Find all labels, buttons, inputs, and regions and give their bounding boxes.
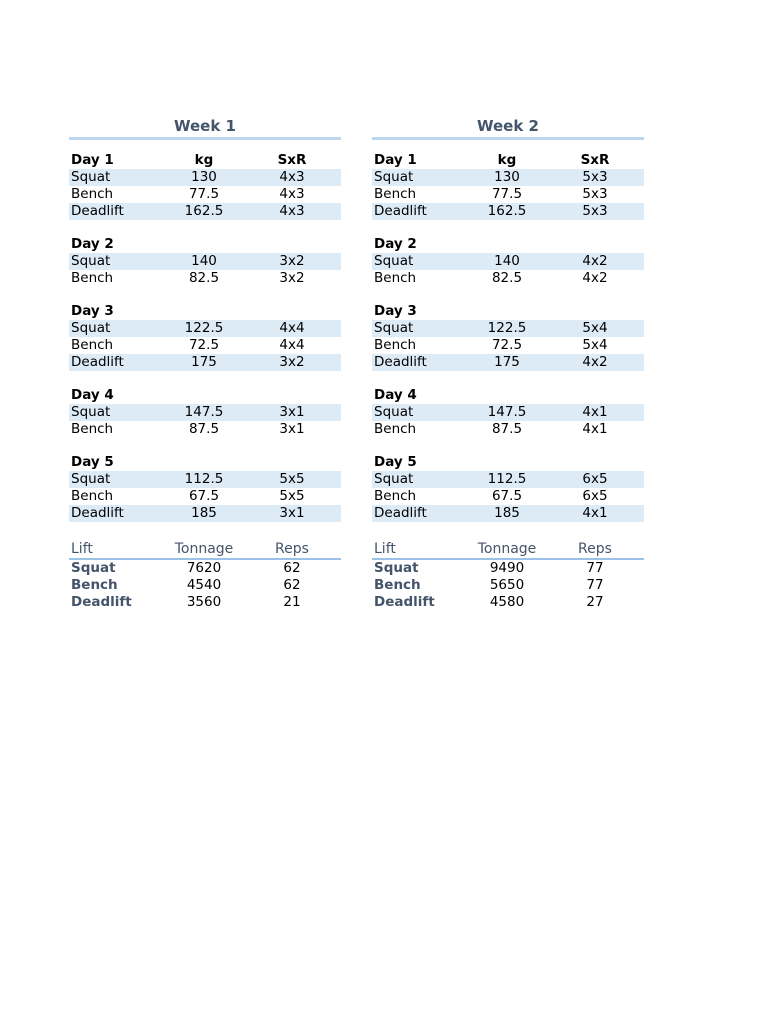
lift-row bbox=[69, 404, 341, 421]
lift-sxr: 5x3 bbox=[582, 203, 608, 219]
lift-kg: 140 bbox=[191, 253, 217, 269]
summary-reps: 62 bbox=[283, 577, 301, 593]
lift-name: Deadlift bbox=[374, 505, 427, 521]
lift-sxr: 4x2 bbox=[582, 270, 608, 286]
week-2-table bbox=[372, 116, 644, 611]
summary-reps-header: Reps bbox=[275, 541, 309, 557]
lift-row bbox=[69, 471, 341, 488]
lift-row bbox=[372, 203, 644, 220]
summary-lift: Deadlift bbox=[71, 594, 132, 610]
lift-name: Squat bbox=[71, 320, 111, 336]
lift-name: Squat bbox=[374, 169, 414, 185]
week-title: Week 1 bbox=[69, 116, 341, 140]
lift-name: Bench bbox=[374, 488, 417, 504]
summary-row bbox=[372, 560, 644, 577]
day-label: Day 5 bbox=[374, 454, 417, 470]
lift-sxr: 4x4 bbox=[279, 320, 305, 336]
day-block bbox=[372, 387, 644, 438]
lift-name: Squat bbox=[71, 253, 111, 269]
summary-lift: Squat bbox=[71, 560, 116, 576]
lift-sxr: 3x1 bbox=[279, 404, 305, 420]
summary-row bbox=[69, 577, 341, 594]
summary-header-row bbox=[69, 540, 341, 560]
summary-tonnage: 7620 bbox=[186, 560, 222, 576]
day-header-row bbox=[372, 454, 644, 471]
lift-kg: 77.5 bbox=[491, 186, 523, 202]
lift-kg: 72.5 bbox=[491, 337, 523, 353]
lift-row bbox=[69, 186, 341, 203]
day-block bbox=[69, 236, 341, 287]
lift-kg: 112.5 bbox=[487, 471, 527, 487]
summary-tonnage: 4540 bbox=[186, 577, 222, 593]
lift-row bbox=[372, 404, 644, 421]
day-label: Day 2 bbox=[374, 236, 417, 252]
day-label: Day 2 bbox=[71, 236, 114, 252]
day-block bbox=[69, 152, 341, 220]
lift-sxr: 5x3 bbox=[582, 169, 608, 185]
summary-lift: Bench bbox=[71, 577, 118, 593]
lift-kg: 82.5 bbox=[491, 270, 523, 286]
day-header-row bbox=[372, 303, 644, 320]
lift-kg: 147.5 bbox=[184, 404, 224, 420]
lift-name: Squat bbox=[71, 169, 111, 185]
lift-kg: 72.5 bbox=[188, 337, 220, 353]
sxr-header: SxR bbox=[277, 152, 307, 168]
day-label: Day 1 bbox=[374, 152, 417, 168]
lift-sxr: 4x4 bbox=[279, 337, 305, 353]
lift-row bbox=[372, 270, 644, 287]
summary-reps: 27 bbox=[586, 594, 604, 610]
lift-sxr: 3x2 bbox=[279, 253, 305, 269]
day-block bbox=[372, 454, 644, 522]
summary-reps: 21 bbox=[283, 594, 301, 610]
lift-name: Bench bbox=[71, 421, 114, 437]
lift-row bbox=[372, 186, 644, 203]
day-block bbox=[69, 303, 341, 371]
lift-kg: 147.5 bbox=[487, 404, 527, 420]
lift-name: Bench bbox=[71, 186, 114, 202]
day-label: Day 3 bbox=[374, 303, 417, 319]
lift-sxr: 6x5 bbox=[582, 471, 608, 487]
summary-row bbox=[69, 560, 341, 577]
lift-name: Bench bbox=[374, 270, 417, 286]
lift-name: Squat bbox=[374, 471, 414, 487]
lift-sxr: 4x2 bbox=[582, 354, 608, 370]
week-1-table bbox=[69, 116, 341, 611]
lift-sxr: 4x3 bbox=[279, 186, 305, 202]
summary-tonnage: 3560 bbox=[186, 594, 222, 610]
lift-row bbox=[372, 505, 644, 522]
summary-table bbox=[372, 540, 644, 611]
day-header-row bbox=[69, 303, 341, 320]
lift-kg: 112.5 bbox=[184, 471, 224, 487]
lift-row bbox=[69, 169, 341, 186]
lift-sxr: 4x1 bbox=[582, 421, 608, 437]
summary-lift-header: Lift bbox=[71, 541, 93, 557]
lift-name: Bench bbox=[374, 337, 417, 353]
day-header-row bbox=[69, 387, 341, 404]
day-header-row bbox=[372, 236, 644, 253]
lift-name: Bench bbox=[374, 186, 417, 202]
summary-reps: 77 bbox=[586, 577, 604, 593]
lift-row bbox=[69, 320, 341, 337]
lift-row bbox=[69, 421, 341, 438]
lift-kg: 175 bbox=[191, 354, 217, 370]
lift-name: Deadlift bbox=[71, 203, 124, 219]
lift-name: Squat bbox=[71, 471, 111, 487]
lift-name: Deadlift bbox=[374, 203, 427, 219]
lift-row bbox=[372, 169, 644, 186]
day-label: Day 1 bbox=[71, 152, 114, 168]
lift-row bbox=[69, 505, 341, 522]
lift-sxr: 5x5 bbox=[279, 488, 305, 504]
day-header-row bbox=[69, 152, 341, 169]
day-block bbox=[69, 454, 341, 522]
lift-row bbox=[372, 320, 644, 337]
summary-reps: 62 bbox=[283, 560, 301, 576]
lift-kg: 140 bbox=[494, 253, 520, 269]
lift-row bbox=[69, 253, 341, 270]
lift-row bbox=[372, 337, 644, 354]
summary-lift: Bench bbox=[374, 577, 421, 593]
lift-name: Bench bbox=[71, 270, 114, 286]
summary-row bbox=[372, 594, 644, 611]
day-block bbox=[372, 152, 644, 220]
lift-name: Bench bbox=[71, 488, 114, 504]
summary-row bbox=[372, 577, 644, 594]
lift-row bbox=[372, 253, 644, 270]
lift-row bbox=[372, 354, 644, 371]
lift-name: Squat bbox=[374, 320, 414, 336]
lift-name: Deadlift bbox=[71, 354, 124, 370]
lift-sxr: 4x3 bbox=[279, 203, 305, 219]
lift-name: Squat bbox=[374, 253, 414, 269]
summary-tonnage: 9490 bbox=[489, 560, 525, 576]
lift-sxr: 4x2 bbox=[582, 253, 608, 269]
summary-lift: Deadlift bbox=[374, 594, 435, 610]
summary-tonnage-header: Tonnage bbox=[174, 541, 234, 557]
lift-sxr: 3x1 bbox=[279, 421, 305, 437]
lift-kg: 122.5 bbox=[487, 320, 527, 336]
kg-header: kg bbox=[194, 152, 214, 168]
lift-name: Bench bbox=[71, 337, 114, 353]
lift-sxr: 3x2 bbox=[279, 270, 305, 286]
sxr-header: SxR bbox=[580, 152, 610, 168]
lift-sxr: 5x5 bbox=[279, 471, 305, 487]
lift-sxr: 3x2 bbox=[279, 354, 305, 370]
day-header-row bbox=[69, 454, 341, 471]
day-block bbox=[372, 303, 644, 371]
day-label: Day 5 bbox=[71, 454, 114, 470]
summary-tonnage: 4580 bbox=[489, 594, 525, 610]
lift-sxr: 4x1 bbox=[582, 505, 608, 521]
lift-name: Deadlift bbox=[374, 354, 427, 370]
lift-kg: 82.5 bbox=[188, 270, 220, 286]
summary-header-row bbox=[372, 540, 644, 560]
lift-row bbox=[69, 354, 341, 371]
lift-sxr: 5x3 bbox=[582, 186, 608, 202]
day-header-row bbox=[372, 387, 644, 404]
summary-reps-header: Reps bbox=[578, 541, 612, 557]
lift-kg: 87.5 bbox=[188, 421, 220, 437]
kg-header: kg bbox=[497, 152, 517, 168]
lift-kg: 122.5 bbox=[184, 320, 224, 336]
lift-sxr: 4x1 bbox=[582, 404, 608, 420]
lift-row bbox=[69, 270, 341, 287]
lift-kg: 185 bbox=[191, 505, 217, 521]
lift-name: Squat bbox=[374, 404, 414, 420]
lift-kg: 67.5 bbox=[491, 488, 523, 504]
lift-sxr: 4x3 bbox=[279, 169, 305, 185]
lift-row bbox=[372, 488, 644, 505]
day-label: Day 4 bbox=[374, 387, 417, 403]
day-block bbox=[372, 236, 644, 287]
lift-sxr: 3x1 bbox=[279, 505, 305, 521]
day-label: Day 4 bbox=[71, 387, 114, 403]
week-title: Week 2 bbox=[372, 116, 644, 140]
lift-sxr: 5x4 bbox=[582, 320, 608, 336]
summary-lift-header: Lift bbox=[374, 541, 396, 557]
lift-row bbox=[372, 471, 644, 488]
summary-reps: 77 bbox=[586, 560, 604, 576]
lift-row bbox=[69, 488, 341, 505]
lift-kg: 162.5 bbox=[487, 203, 527, 219]
lift-kg: 77.5 bbox=[188, 186, 220, 202]
lift-sxr: 5x4 bbox=[582, 337, 608, 353]
lift-kg: 87.5 bbox=[491, 421, 523, 437]
lift-row bbox=[372, 421, 644, 438]
lift-sxr: 6x5 bbox=[582, 488, 608, 504]
lift-kg: 130 bbox=[494, 169, 520, 185]
summary-tonnage: 5650 bbox=[489, 577, 525, 593]
day-header-row bbox=[69, 236, 341, 253]
summary-lift: Squat bbox=[374, 560, 419, 576]
lift-name: Squat bbox=[71, 404, 111, 420]
lift-kg: 162.5 bbox=[184, 203, 224, 219]
lift-row bbox=[69, 337, 341, 354]
lift-kg: 175 bbox=[494, 354, 520, 370]
day-block bbox=[69, 387, 341, 438]
summary-table bbox=[69, 540, 341, 611]
lift-name: Deadlift bbox=[71, 505, 124, 521]
day-header-row bbox=[372, 152, 644, 169]
lift-row bbox=[69, 203, 341, 220]
lift-name: Bench bbox=[374, 421, 417, 437]
summary-row bbox=[69, 594, 341, 611]
summary-tonnage-header: Tonnage bbox=[477, 541, 537, 557]
lift-kg: 67.5 bbox=[188, 488, 220, 504]
lift-kg: 185 bbox=[494, 505, 520, 521]
lift-kg: 130 bbox=[191, 169, 217, 185]
day-label: Day 3 bbox=[71, 303, 114, 319]
